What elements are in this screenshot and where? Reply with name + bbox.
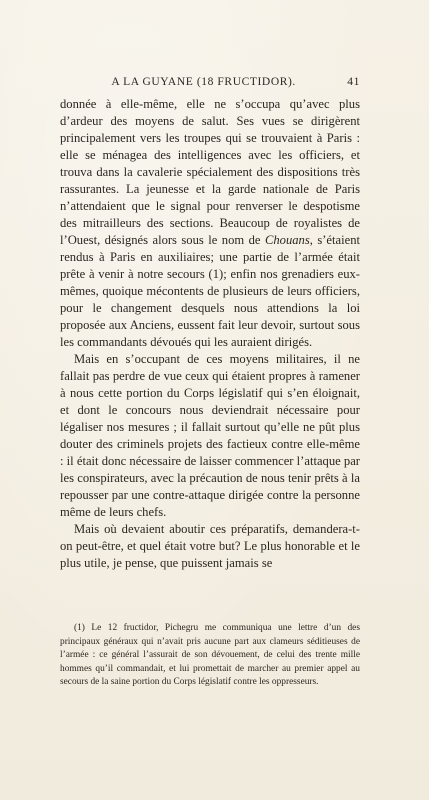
- paragraph-2: Mais en s’occupant de ces moyens militaires, il ne fallait pas perdre de vue ceux qui étaient propres à ramener à nous cette portion du Corps législatif qui s’en éloignait, et dont le concours nous deviendrait nécessaire pour légaliser nos mesures ; il fallait surtout qu’elle ne pût plus douter des criminels projets des factieux contre elle-même : il était donc nécessaire de laisser commencer l’attaque par les conspirateurs, avec la précaution de nous tenir prêts à la repousser par une contre-attaque dirigée contre la personne même de leurs chefs.: [60, 352, 360, 519]
- paragraph-1: [60, 96, 360, 351]
- paragraph-1-part-a: donnée à elle-même, elle ne s’occupa qu’avec plus d’ardeur des moyens de salut. Ses vues se dirigèrent principalement vers les troupes qui se trouvaient à Paris : elle se ménagea des intelligences avec les officiers, et trouva dans la cavalerie spécialement des dispositions très rassurantes. La jeunesse et la garde nationale de Paris n’attendaient que le signal pour renverser le despotisme des mitrailleurs des sections. Beaucoup de royalistes de l’Ouest, désignés alors sous le nom de: [60, 97, 360, 247]
- main-text: [60, 96, 360, 572]
- footnote: (1) Le 12 fructidor, Pichegru me communiqua une lettre d’un des principaux généraux qui n’avait pris aucune part aux clameurs séditieuses de l’armée : ce général l’assurait de son dévouement, de celui des trente mille hommes qu’il commandait, et lui promettait de marcher au premier appel au secours de la saine portion du Corps législatif contre les oppresseurs.: [60, 623, 360, 687]
- page-number: 41: [347, 76, 360, 88]
- italic-term: Chouans: [264, 233, 310, 247]
- page-header: [60, 76, 360, 88]
- paragraph-1-part-b: , s’étaient rendus à Paris en auxiliaires; une partie de l’armée était prête à venir à notre secours (1); enfin nos grenadiers eux-mêmes, quoique mécontents de plusieurs de leurs officiers, pour le changement desquels nous attendions la loi proposée aux Anciens, eussent fait leur devoir, surtout sous les commandants dévoués qui les auraient dirigés.: [60, 233, 360, 349]
- paragraph-3: Mais où devaient aboutir ces préparatifs, demandera-t-on peut-être, et quel était votre but? Le plus honorable et le plus utile, je pense, que puissent jamais se: [60, 522, 360, 570]
- running-title: A LA GUYANE (18 FRUCTIDOR).: [111, 76, 296, 88]
